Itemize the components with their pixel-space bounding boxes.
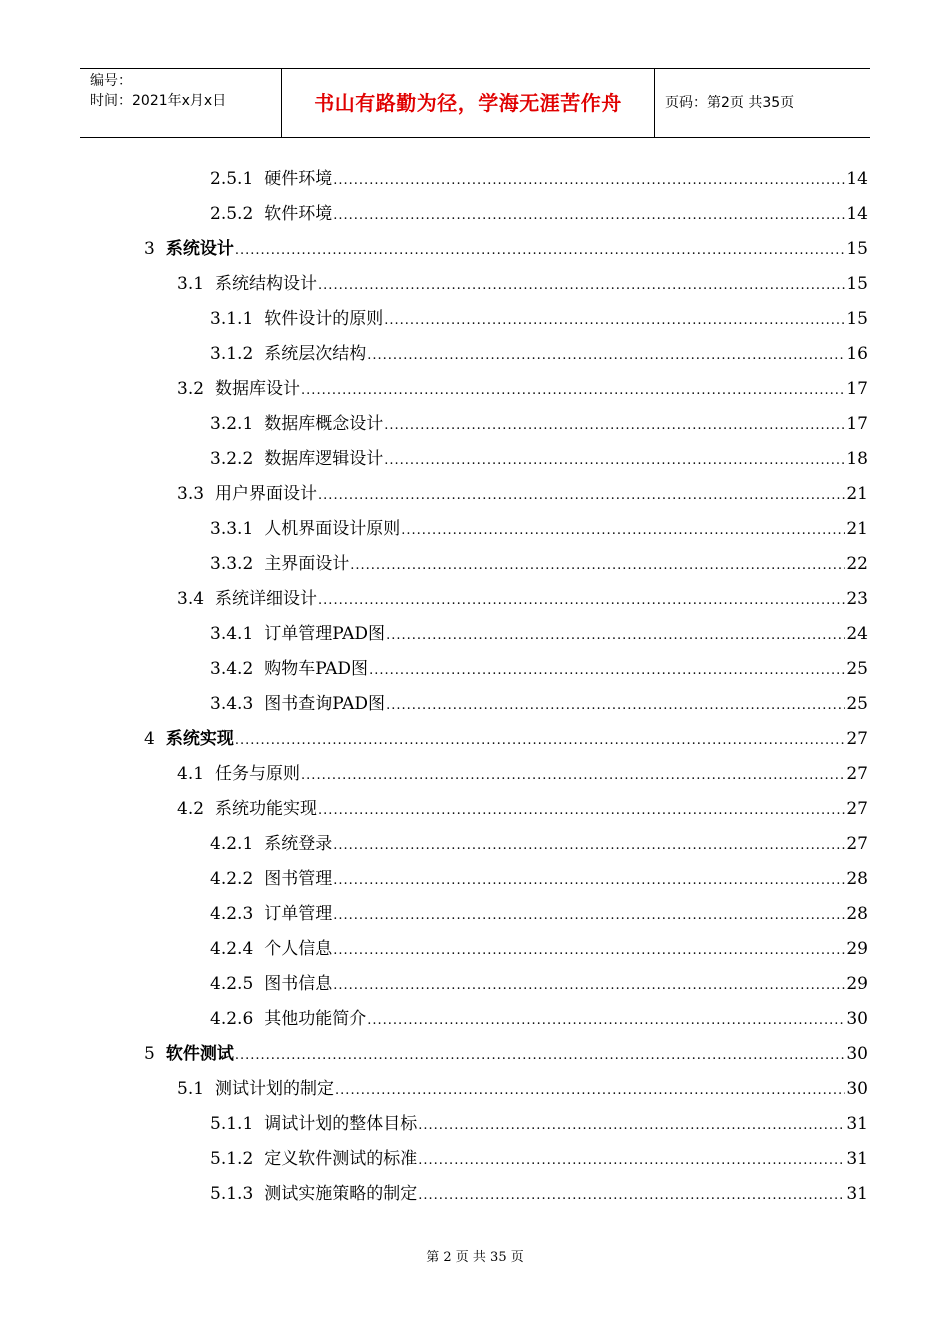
toc-entry-page: 25 [846,659,868,679]
toc-entry-title: 数据库概念设计 [264,414,384,434]
toc-entry-page: 15 [846,309,868,329]
toc-entry-page: 21 [846,519,868,539]
toc-entry[interactable] [210,512,868,547]
toc-dot-leader [418,1108,845,1143]
toc-dot-leader [384,303,845,338]
toc-entry-title: 主界面设计 [264,554,350,574]
toc-entry[interactable] [210,162,868,197]
toc-entry-number: 3.3.1 [210,519,254,539]
toc-entry-title: 系统详细设计 [215,589,318,609]
toc-entry-page: 30 [846,1044,868,1064]
toc-entry-number: 3.4.2 [210,659,254,679]
toc-entry[interactable] [210,547,868,582]
document-time-label: 时间：2021年x月x日 [90,93,227,109]
toc-entry-number: 4.2.3 [210,904,254,924]
toc-dot-leader [235,233,846,268]
toc-entry-number: 5.1 [177,1079,205,1099]
toc-entry[interactable] [210,1107,868,1142]
toc-entry-page: 22 [846,554,868,574]
header-slogan: 书山有路勤为径，学海无涯苦作舟 [282,69,655,137]
toc-entry-title: 软件环境 [264,204,333,224]
toc-entry-number: 3.3.2 [210,554,254,574]
toc-entry-title: 系统层次结构 [264,344,367,364]
toc-entry-number: 5 [144,1044,155,1064]
toc-entry-title: 软件设计的原则 [264,309,384,329]
toc-entry-number: 4.2.5 [210,974,254,994]
toc-entry-title: 图书信息 [264,974,333,994]
toc-entry-title: 测试计划的制定 [215,1079,335,1099]
toc-dot-leader [386,618,845,653]
toc-dot-leader [333,828,845,863]
toc-dot-leader [335,1073,845,1108]
toc-entry[interactable] [177,372,868,407]
header-meta [80,69,282,137]
toc-entry-number: 2.5.2 [210,204,254,224]
toc-entry-number: 3.3 [177,484,205,504]
toc-entry-page: 21 [846,484,868,504]
header-page-info: 页码：第2页 共35页 [665,95,795,111]
toc-entry-page: 27 [846,834,868,854]
toc-dot-leader [333,898,845,933]
toc-dot-leader [333,163,845,198]
toc-entry[interactable] [210,442,868,477]
toc-entry[interactable] [144,1037,868,1072]
toc-entry-title: 软件测试 [165,1044,234,1064]
toc-entry-title: 硬件环境 [264,169,333,189]
toc-dot-leader [367,1003,845,1038]
toc-entry-title: 其他功能简介 [264,1009,367,1029]
toc-dot-leader [318,583,845,618]
toc-entry[interactable] [210,652,868,687]
toc-entry-page: 31 [846,1149,868,1169]
toc-entry-page: 27 [846,764,868,784]
toc-entry-page: 24 [846,624,868,644]
toc-entry-title: 数据库逻辑设计 [264,449,384,469]
toc-entry-page: 28 [846,904,868,924]
toc-entry[interactable] [210,617,868,652]
toc-entry-page: 29 [846,974,868,994]
toc-dot-leader [318,268,845,303]
toc-entry[interactable] [210,1002,868,1037]
toc-entry-title: 系统设计 [165,239,234,259]
toc-entry-title: 任务与原则 [215,764,301,784]
toc-entry-page: 28 [846,869,868,889]
toc-entry-title: 订单管理PAD图 [264,624,386,644]
toc-entry-number: 4.2.2 [210,869,254,889]
toc-entry-page: 18 [846,449,868,469]
toc-entry-number: 5.1.1 [210,1114,254,1134]
toc-entry-number: 3.2.2 [210,449,254,469]
toc-entry-title: 图书查询PAD图 [264,694,386,714]
toc-dot-leader [333,968,845,1003]
toc-dot-leader [401,513,845,548]
toc-entry-title: 系统功能实现 [215,799,318,819]
toc-entry[interactable] [210,1177,868,1212]
toc-entry-page: 30 [846,1009,868,1029]
toc-entry-number: 3.1 [177,274,205,294]
toc-entry[interactable] [210,407,868,442]
toc-entry-number: 3.2 [177,379,205,399]
toc-entry-page: 15 [846,239,868,259]
toc-entry-title: 系统登录 [264,834,333,854]
toc-entry[interactable] [210,897,868,932]
toc-entry-number: 2.5.1 [210,169,254,189]
toc-entry-number: 3.1.2 [210,344,254,364]
toc-entry[interactable] [177,477,868,512]
toc-entry-page: 31 [846,1184,868,1204]
toc-entry[interactable] [210,687,868,722]
toc-entry-title: 图书管理 [264,869,333,889]
toc-dot-leader [333,863,845,898]
toc-dot-leader [318,793,845,828]
page-header [80,68,870,138]
toc-entry-number: 5.1.2 [210,1149,254,1169]
toc-entry-page: 25 [846,694,868,714]
toc-entry-number: 3.2.1 [210,414,254,434]
toc-entry[interactable] [177,757,868,792]
toc-entry[interactable] [144,232,868,267]
toc-entry-title: 数据库设计 [215,379,301,399]
toc-entry-title: 用户界面设计 [215,484,318,504]
toc-entry[interactable] [210,862,868,897]
toc-entry[interactable] [210,932,868,967]
toc-entry-page: 16 [846,344,868,364]
toc-dot-leader [350,548,845,583]
toc-entry-title: 个人信息 [264,939,333,959]
toc-entry[interactable] [210,337,868,372]
toc-entry-page: 14 [846,204,868,224]
toc-dot-leader [386,688,845,723]
toc-dot-leader [384,408,845,443]
toc-dot-leader [367,338,845,373]
toc-entry-title: 系统结构设计 [215,274,318,294]
toc-entry-number: 4.2.4 [210,939,254,959]
toc-entry-page: 27 [846,799,868,819]
toc-entry-page: 31 [846,1114,868,1134]
toc-entry-title: 人机界面设计原则 [264,519,401,539]
toc-entry-number: 4.2 [177,799,205,819]
toc-dot-leader [301,758,845,793]
toc-entry-page: 17 [846,379,868,399]
toc-entry-page: 17 [846,414,868,434]
page-footer: 第 2 页 共 35 页 [426,1250,524,1265]
toc-entry-title: 系统实现 [165,729,234,749]
toc-entry-title: 购物车PAD图 [264,659,369,679]
toc-entry-page: 27 [846,729,868,749]
toc-entry-number: 4.2.1 [210,834,254,854]
toc-entry-title: 测试实施策略的制定 [264,1184,418,1204]
toc-entry-title: 调试计划的整体目标 [264,1114,418,1134]
toc-entry-number: 4.1 [177,764,205,784]
toc-dot-leader [235,1038,846,1073]
toc-entry-page: 14 [846,169,868,189]
toc-entry[interactable] [210,197,868,232]
toc-entry-title: 定义软件测试的标准 [264,1149,418,1169]
toc-entry[interactable] [210,1142,868,1177]
toc-dot-leader [333,933,845,968]
toc-entry-number: 3 [144,239,155,259]
toc-dot-leader [418,1143,845,1178]
toc-entry-number: 4.2.6 [210,1009,254,1029]
toc-entry-number: 3.4 [177,589,205,609]
toc-entry-page: 29 [846,939,868,959]
toc-entry[interactable] [177,1072,868,1107]
toc-dot-leader [235,723,846,758]
toc-entry-number: 5.1.3 [210,1184,254,1204]
toc-entry-page: 15 [846,274,868,294]
toc-entry-page: 23 [846,589,868,609]
toc-dot-leader [301,373,845,408]
toc-dot-leader [418,1178,845,1213]
toc-entry-number: 4 [144,729,155,749]
toc-entry[interactable] [210,302,868,337]
toc-entry-title: 订单管理 [264,904,333,924]
toc-entry[interactable] [177,792,868,827]
toc-dot-leader [384,443,845,478]
toc-entry[interactable] [177,267,868,302]
toc-entry-number: 3.4.3 [210,694,254,714]
toc-dot-leader [369,653,845,688]
toc-entry-page: 30 [846,1079,868,1099]
toc-entry[interactable] [177,582,868,617]
toc-entry[interactable] [210,967,868,1002]
toc-dot-leader [333,198,845,233]
document-code-label: 编号： [90,73,132,89]
toc-entry-number: 3.1.1 [210,309,254,329]
toc-dot-leader [318,478,845,513]
toc-entry[interactable] [210,827,868,862]
toc-entry[interactable] [144,722,868,757]
toc-entry-number: 3.4.1 [210,624,254,644]
